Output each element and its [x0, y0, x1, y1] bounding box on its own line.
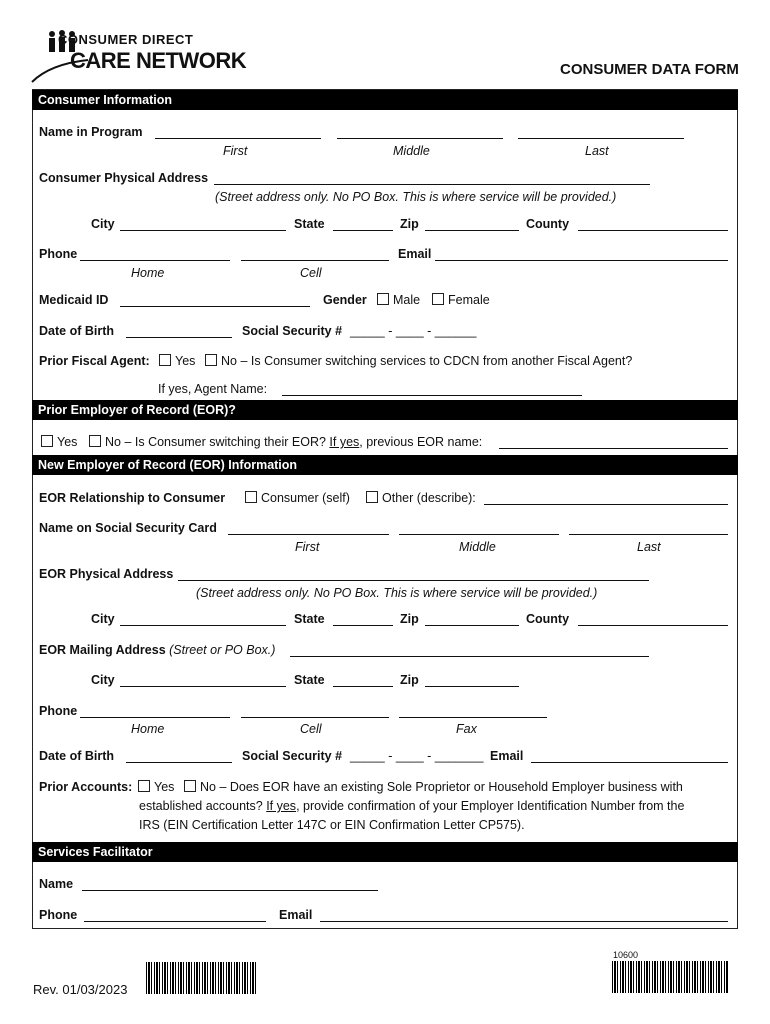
eor-email-field[interactable] — [531, 762, 728, 763]
consumer-middle-name-field[interactable] — [337, 138, 503, 139]
female-checkbox[interactable] — [432, 293, 444, 305]
eor-first-caption: First — [295, 540, 320, 554]
section-services-facilitator: Services Facilitator — [32, 842, 738, 862]
consumer-email-field[interactable] — [435, 260, 728, 261]
consumer-state-label: State — [294, 217, 325, 231]
eor-state-label: State — [294, 612, 325, 626]
consumer-address-label: Consumer Physical Address — [39, 171, 209, 185]
consumer-home-phone-field[interactable] — [80, 260, 230, 261]
prior-fiscal-no-checkbox[interactable] — [205, 354, 217, 366]
consumer-address-field[interactable] — [214, 184, 650, 185]
gender-label: Gender — [323, 293, 367, 307]
barcode-right — [612, 961, 729, 993]
mailing-state-field[interactable] — [333, 686, 393, 687]
consumer-phone-label: Phone — [39, 247, 78, 261]
eor-email-label: Email — [490, 749, 524, 763]
eor-county-label: County — [526, 612, 570, 626]
consumer-city-field[interactable] — [120, 230, 286, 231]
consumer-last-name-field[interactable] — [518, 138, 684, 139]
consumer-address-note: (Street address only. No PO Box. This is where service will be provided.) — [215, 190, 617, 204]
relationship-other-field[interactable] — [484, 504, 728, 505]
prior-fiscal-no-option[interactable]: No – Is Consumer switching services to CDCN from another Fiscal Agent? — [205, 354, 632, 368]
eor-ssn-label: Social Security # — [242, 749, 343, 763]
consumer-email-label: Email — [398, 247, 432, 261]
mailing-city-label: City — [91, 673, 115, 687]
prior-accounts-line-3: IRS (EIN Certification Letter 147C or EIN Confirmation Letter CP575). — [139, 818, 525, 832]
agent-name-label: If yes, Agent Name: — [158, 382, 268, 396]
eor-last-name-field[interactable] — [569, 534, 728, 535]
barcode-left — [146, 962, 258, 994]
medicaid-id-label: Medicaid ID — [39, 293, 109, 307]
mailing-zip-label: Zip — [400, 673, 419, 687]
section-prior-eor: Prior Employer of Record (EOR)? — [32, 400, 738, 420]
eor-zip-label: Zip — [400, 612, 419, 626]
facilitator-email-field[interactable] — [320, 921, 728, 922]
home-caption: Home — [131, 266, 165, 280]
consumer-dob-label: Date of Birth — [39, 324, 114, 338]
eor-zip-field[interactable] — [425, 625, 519, 626]
consumer-ssn-field[interactable]: _____ - ____ - ______ — [350, 324, 477, 338]
consumer-county-label: County — [526, 217, 570, 231]
consumer-state-field[interactable] — [333, 230, 393, 231]
section-consumer-information: Consumer Information — [32, 90, 738, 110]
mailing-state-label: State — [294, 673, 325, 687]
prior-accounts-no-option[interactable]: No – Does EOR have an existing Sole Proprietor or Household Employer business with — [184, 780, 683, 794]
last-caption: Last — [585, 144, 609, 158]
consumer-dob-field[interactable] — [126, 337, 232, 338]
prior-eor-no-option[interactable]: No – Is Consumer switching their EOR? If yes, previous EOR name: — [89, 435, 482, 449]
facilitator-name-label: Name — [39, 877, 74, 891]
eor-middle-caption: Middle — [459, 540, 496, 554]
prior-fiscal-agent-label: Prior Fiscal Agent: — [39, 354, 150, 368]
eor-dob-field[interactable] — [126, 762, 232, 763]
revision-date: Rev. 01/03/2023 — [33, 982, 128, 997]
consumer-first-name-field[interactable] — [155, 138, 321, 139]
agent-name-field[interactable] — [282, 395, 582, 396]
middle-caption: Middle — [393, 144, 430, 158]
consumer-county-field[interactable] — [578, 230, 728, 231]
section-new-eor: New Employer of Record (EOR) Information — [32, 455, 738, 475]
prior-accounts-label: Prior Accounts: — [39, 780, 133, 794]
cell-caption: Cell — [300, 266, 322, 280]
eor-relationship-label: EOR Relationship to Consumer — [39, 491, 226, 505]
ss-card-name-label: Name on Social Security Card — [39, 521, 217, 535]
name-in-program-label: Name in Program — [39, 125, 143, 139]
form-number: 10600 — [613, 950, 639, 960]
prior-accounts-no-checkbox[interactable] — [184, 780, 196, 792]
prior-accounts-yes-checkbox[interactable] — [138, 780, 150, 792]
prior-accounts-yes-option[interactable]: Yes — [138, 780, 174, 794]
prior-eor-yes-option[interactable]: Yes — [41, 435, 77, 449]
consumer-city-label: City — [91, 217, 115, 231]
prior-eor-yes-checkbox[interactable] — [41, 435, 53, 447]
eor-physical-address-field[interactable] — [178, 580, 649, 581]
prior-fiscal-yes-option[interactable]: Yes — [159, 354, 195, 368]
consumer-cell-phone-field[interactable] — [241, 260, 389, 261]
relationship-self-option[interactable]: Consumer (self) — [245, 491, 350, 505]
male-checkbox[interactable] — [377, 293, 389, 305]
previous-eor-name-field[interactable] — [499, 448, 728, 449]
eor-cell-caption: Cell — [300, 722, 322, 736]
consumer-zip-field[interactable] — [425, 230, 519, 231]
eor-state-field[interactable] — [333, 625, 393, 626]
eor-fax-field[interactable] — [399, 717, 547, 718]
prior-eor-no-checkbox[interactable] — [89, 435, 101, 447]
eor-first-name-field[interactable] — [228, 534, 389, 535]
facilitator-email-label: Email — [279, 908, 313, 922]
eor-phone-label: Phone — [39, 704, 78, 718]
consumer-zip-label: Zip — [400, 217, 419, 231]
eor-home-caption: Home — [131, 722, 165, 736]
relationship-other-checkbox[interactable] — [366, 491, 378, 503]
eor-middle-name-field[interactable] — [399, 534, 559, 535]
eor-last-caption: Last — [637, 540, 661, 554]
mailing-city-field[interactable] — [120, 686, 286, 687]
relationship-self-checkbox[interactable] — [245, 491, 257, 503]
facilitator-phone-label: Phone — [39, 908, 78, 922]
facilitator-phone-field[interactable] — [84, 921, 266, 922]
eor-home-phone-field[interactable] — [80, 717, 230, 718]
eor-ssn-field[interactable]: _____ - ____ - _______ — [350, 749, 484, 763]
eor-city-field[interactable] — [120, 625, 286, 626]
gender-male-option[interactable]: Male — [377, 293, 420, 307]
prior-accounts-line-2: established accounts? If yes, provide confirmation of your Employer Identification Number from the — [139, 799, 685, 813]
eor-cell-phone-field[interactable] — [241, 717, 389, 718]
logo-line-2: CARE NETWORK — [70, 48, 247, 73]
eor-county-field[interactable] — [578, 625, 728, 626]
gender-female-option[interactable]: Female — [432, 293, 490, 307]
medicaid-id-field[interactable] — [120, 306, 310, 307]
logo-line-1: CONSUMER DIRECT — [58, 32, 194, 47]
consumer-ssn-label: Social Security # — [242, 324, 343, 338]
eor-fax-caption: Fax — [456, 722, 477, 736]
eor-mailing-label: EOR Mailing Address (Street or PO Box.) — [39, 643, 276, 657]
mailing-zip-field[interactable] — [425, 686, 519, 687]
first-caption: First — [223, 144, 248, 158]
form-title: CONSUMER DATA FORM — [560, 61, 739, 78]
eor-physical-address-label: EOR Physical Address — [39, 567, 174, 581]
eor-mailing-address-field[interactable] — [290, 656, 649, 657]
relationship-other-option[interactable]: Other (describe): — [366, 491, 476, 505]
prior-fiscal-yes-checkbox[interactable] — [159, 354, 171, 366]
eor-address-note: (Street address only. No PO Box. This is where service will be provided.) — [196, 586, 598, 600]
facilitator-name-field[interactable] — [82, 890, 378, 891]
eor-dob-label: Date of Birth — [39, 749, 114, 763]
eor-city-label: City — [91, 612, 115, 626]
